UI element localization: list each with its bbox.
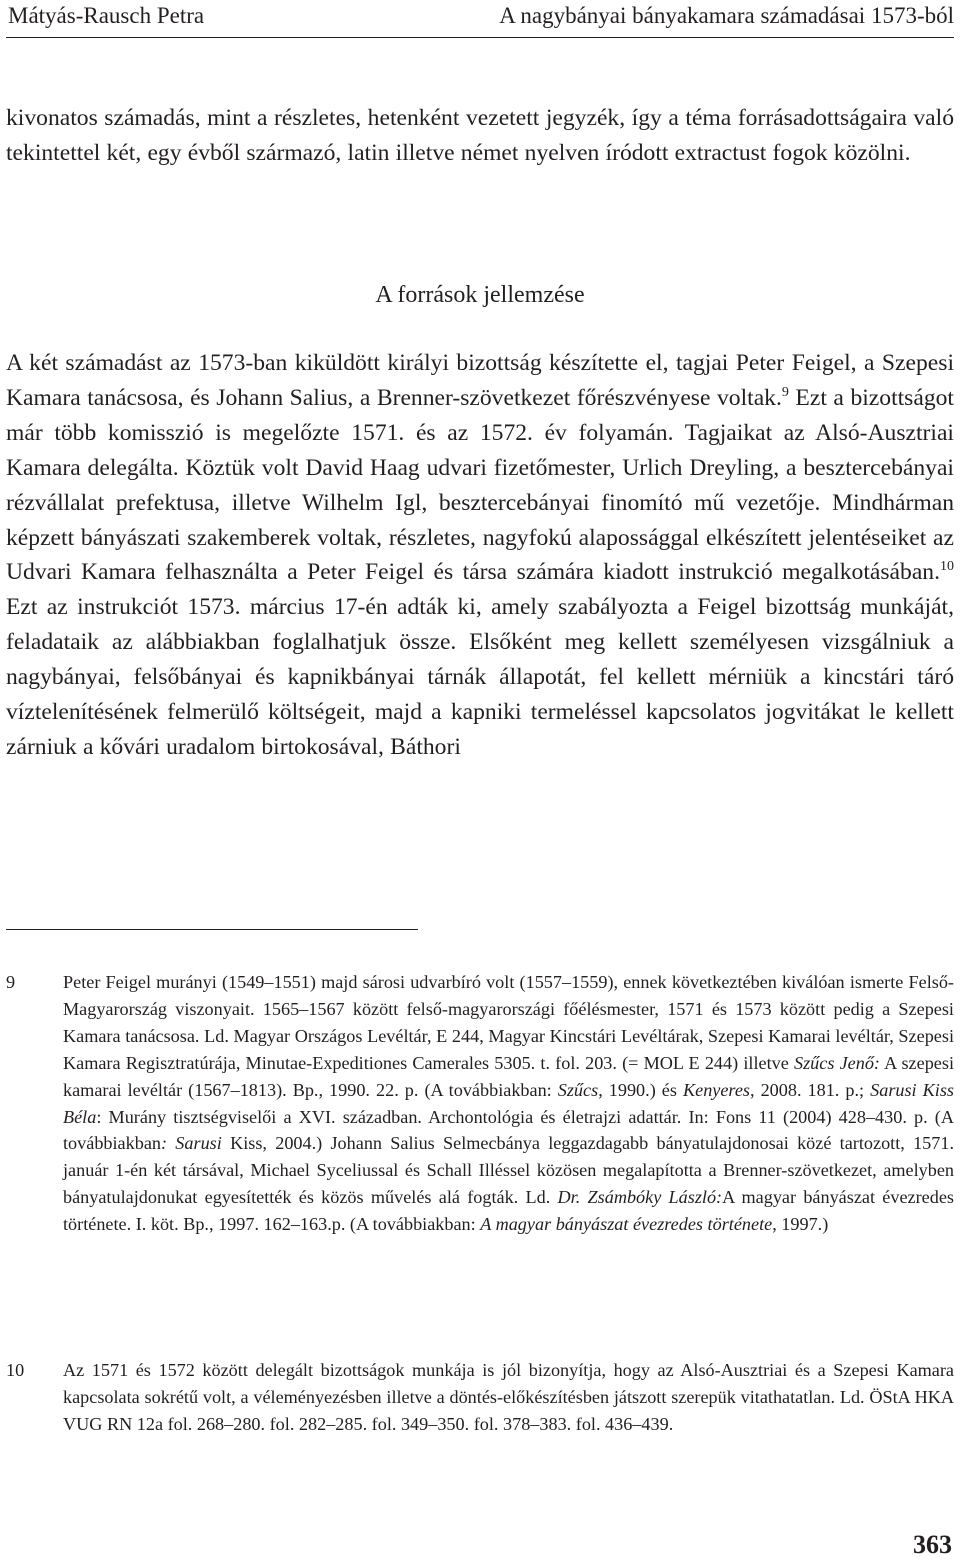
footnote-10 <box>6 1357 954 1438</box>
footnote-text: Peter Feigel murányi (1549–1551) majd sárosi udvarbíró volt (1557–1559), ennek következtében kiválóan ismerte Felső-Magyarország viszonyait. 1565–1567 között felső-magyarországi főélésmester, 1571 és 1573 között pedig a Szepesi Kamara tanácsosa. Ld. Magyar Országos Levéltár, E 244, Magyar Kincstári Levéltárak, Szepesi Kamarai levéltár, Szepesi Kamara Regisztratúrája, Minutae-Expeditiones Camerales 5305. t. fol. 203. (= MOL E 244) illetve Szűcs Jenő: A szepesi kamarai levéltár (1567–1813). Bp., 1990. 22. p. (A továbbiakban: Szűcs, 1990.) és Kenyeres, 2008. 181. p.; Sarusi Kiss Béla: Murány tisztségviselői a XVI. században. Archontológia és életrajzi adattár. In: Fons 11 (2004) 428–430. p. (A továbbiakban: Sarusi Kiss, 2004.) Johann Salius Selmecbánya leggazdagabb bányatulajdonosai közé tartozott, 1571. január 1-én két társával, Michael Syceliussal és Schall Illéssel közösen megalapította a Brenner-szövetkezet, amelyben bányatulajdonukat egyesítették és közös művelés alá fogták. Ld. Dr. Zsámbóky László:A magyar bányászat évezredes története. I. köt. Bp., 1997. 162–163.p. (A továbbiakban: A magyar bányászat évezredes története, 1997.) <box>63 972 955 1235</box>
page-number: 363 <box>913 1530 952 1559</box>
running-head-title: A nagybányai bányakamara számadásai 1573-ból <box>499 3 954 28</box>
footnote-number: 10 <box>6 1360 25 1380</box>
body-text-part-3: Ezt az instrukciót 1573. március 17-én adták ki, amely szabályozta a Feigel bizottság munkáját, feladataik az alábbiakban foglalhatjuk össze. Elsőként meg kellett személyesen vizsgálniuk a nagybányai, felsőbányai és kapnikbányai tárnák állapotát, fel kellett mérniük a kincstári táró víztelenítésének felmerülő költségeit, majd a kapniki termeléssel kapcsolatos jogvitákat le kellett zárniuk a kővári uradalom birtokosával, Báthori <box>6 594 954 760</box>
section-heading: A források jellemzése <box>375 282 585 308</box>
header-rule <box>6 37 954 38</box>
footnote-separator <box>6 929 418 930</box>
footnote-number: 9 <box>6 972 16 992</box>
body-paragraph <box>6 346 954 765</box>
footnote-ref-10[interactable]: 10 <box>940 559 954 575</box>
footnote-ref-9[interactable]: 9 <box>781 384 789 400</box>
intro-paragraph: kivonatos számadás, mint a részletes, hetenként vezetett jegyzék, így a téma forrásadottságaira való tekintettel két, egy évből származó, latin illetve német nyelven íródott extractust fogok közölni. <box>6 105 954 166</box>
body-text-part-1: A két számadást az 1573-ban kiküldött királyi bizottság készítette el, tagjai Peter Feigel, a Szepesi Kamara tanácsosa, és Johann Salius, a Brenner-szövetkezet főrészvényese voltak. <box>6 350 954 411</box>
body-text-part-2: Ezt a bizottságot már több komisszió is megelőzte 1571. és az 1572. év folyamán. Tagjaikat az Alsó-Ausztriai Kamara delegálta. Köztük volt David Haag udvari fizetőmester, Urlich Dreyling, a besztercebányai rézvállalat prefektusa, illetve Wilhelm Igl, besztercebányai finomító mű vezetője. Mindhárman képzett bányászati szakemberek voltak, részletes, nagyfokú alapossággal elkészített jelentéseiket az Udvari Kamara felhasználta a Peter Feigel és társa számára kiadott instrukció megalkotásában. <box>6 384 954 586</box>
footnote-9 <box>6 969 954 1238</box>
running-head-author: Mátyás-Rausch Petra <box>8 3 205 28</box>
footnote-text: Az 1571 és 1572 között delegált bizottságok munkája is jól bizonyítja, hogy az Alsó-Ausztriai és a Szepesi Kamara kapcsolata sokrétű volt, a véleményezésben illetve a döntés-előkészítésben játszott szerepük vitathatatlan. Ld. ÖStA HKA VUG RN 12a fol. 268–280. fol. 282–285. fol. 349–350. fol. 378–383. fol. 436–439. <box>63 1360 954 1434</box>
running-head <box>8 2 954 30</box>
